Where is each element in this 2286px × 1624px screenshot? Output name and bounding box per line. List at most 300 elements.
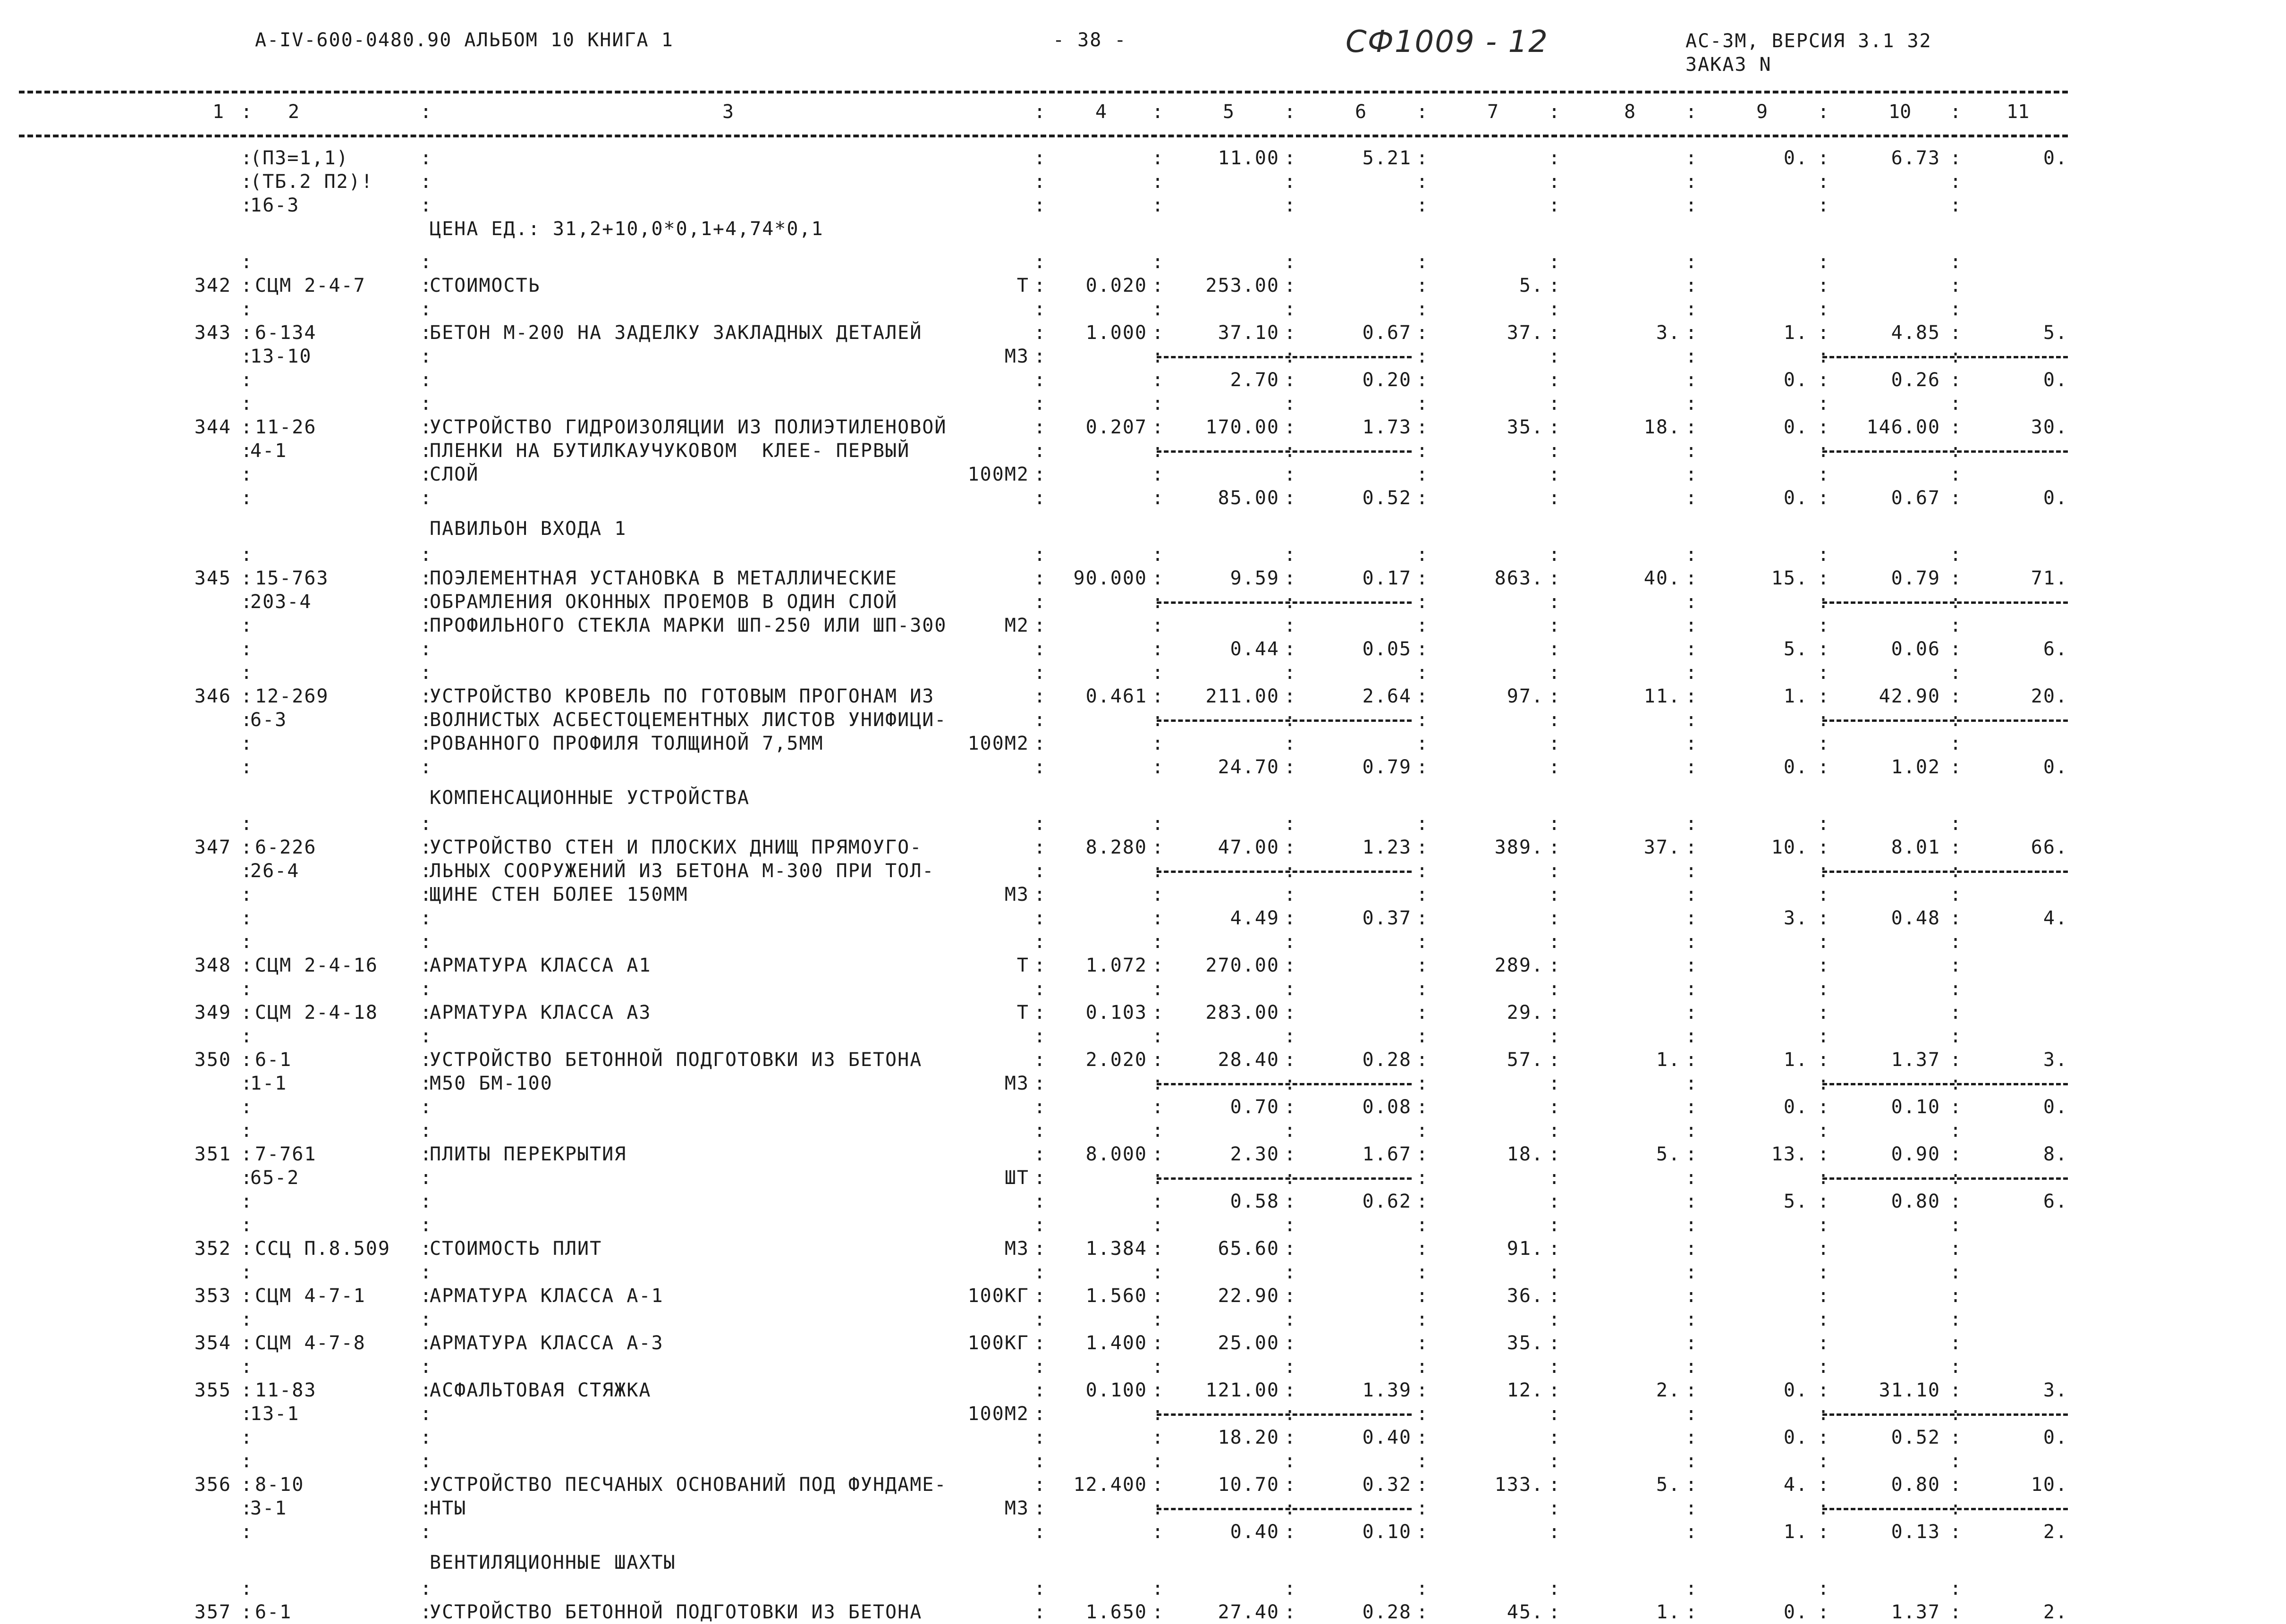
column-separator: : [1034,369,1047,391]
column-separator: : [1034,1096,1047,1118]
column-separator: : [1549,464,1561,485]
cell-labour: 4. [1783,1474,1808,1496]
column-separator: : [1416,171,1429,193]
column-separator: : [420,346,433,367]
column-number: 8 [1624,101,1636,123]
item-description: БЕТОН М-200 НА ЗАДЕЛКУ ЗАКЛАДНЫХ ДЕТАЛЕЙ [430,322,923,344]
column-separator: : [1152,931,1165,953]
column-separator: : [1818,346,1830,367]
item-quantity: 8.280 [1085,837,1147,858]
cell-labour: 0. [1783,416,1808,438]
item-unit: М3 [1004,1497,1029,1519]
estimate-item-continuation [19,732,2068,755]
column-separator: : [1034,1309,1047,1330]
estimate-item-row [19,836,2068,859]
column-separator: : [1416,1096,1429,1118]
column-separator: : [420,978,433,1000]
item-number: 342 [194,275,231,296]
item-unit: 100КГ [967,1332,1029,1354]
column-separator: : [1284,416,1297,438]
column-separator: : [1034,1285,1047,1307]
column-separator: : [1685,147,1698,169]
column-separator: : [241,955,254,976]
column-separator: : [1549,1214,1561,1236]
column-separator: : [1152,638,1165,660]
column-separator: : [420,638,433,660]
column-separator: : [1685,1049,1698,1071]
column-separator: : [1152,369,1165,391]
column-separator: : [1685,1002,1698,1023]
column-separator: : [1034,1238,1047,1260]
column-separator: : [1034,685,1047,707]
item-number: 355 [194,1379,231,1401]
column-separator: : [420,1073,433,1094]
cell-wage: 0.52 [1362,487,1412,509]
column-separator: : [1950,487,1963,509]
cell-cost-wage: 1. [1656,1049,1681,1071]
cell-total-wage: 0. [2043,1427,2068,1448]
version-block [1685,29,1932,76]
column-separator: : [1416,1214,1429,1236]
column-separator: : [1416,978,1429,1000]
column-separator: : [1685,860,1698,882]
spacer-row [19,1308,2068,1331]
column-separator: : [1284,884,1297,905]
column-separator: : [1152,1356,1165,1378]
column-separator: : [241,685,254,707]
cell-cost: 29. [1507,1002,1544,1023]
column-separator: : [1034,1120,1047,1142]
item-quantity: 1.560 [1085,1285,1147,1307]
spacer-row [19,1119,2068,1142]
cell-total-wage: 6. [2043,1191,2068,1212]
item-description: УСТРОЙСТВО ГИДРОИЗОЛЯЦИИ ИЗ ПОЛИЭТИЛЕНОВОЙ [430,416,947,438]
column-separator: : [1034,1403,1047,1425]
cell-total-wage: 8. [2043,1143,2068,1165]
cell-code: (ТБ.2 П2)! [250,171,373,193]
column-separator: : [1818,1578,1830,1599]
column-separator: : [1152,1261,1165,1283]
column-separator: : [1950,733,1963,754]
item-number: 350 [194,1049,231,1071]
column-separator: : [1685,685,1698,707]
column-separator: : [420,1238,433,1260]
cell-labour: 15. [1771,567,1808,589]
column-separator: : [1034,615,1047,636]
column-separator: : [420,1120,433,1142]
column-number: 2 [288,101,300,123]
column-separator: : [1034,591,1047,613]
column-separator: : [1818,322,1830,344]
column-separator: : [420,1332,433,1354]
column-separator: : [1034,1143,1047,1165]
column-separator: : [1152,322,1165,344]
column-separator: : [1416,1261,1429,1283]
column-separator: : [1284,756,1297,778]
cell-cost: 97. [1507,685,1544,707]
column-separator: : [241,322,254,344]
column-separator: : [1685,978,1698,1000]
estimate-item-subrow [19,906,2068,930]
column-separator: : [1950,837,1963,858]
column-separator: : [1152,464,1165,485]
column-separator: : [1284,860,1297,882]
column-separator: : [420,322,433,344]
column-separator: : [1818,1521,1830,1543]
item-number: 356 [194,1474,231,1496]
column-separator: : [1034,756,1047,778]
column-separator: : [1416,544,1429,566]
column-separator: : [1549,756,1561,778]
item-description: АРМАТУРА КЛАССА А-3 [430,1332,664,1354]
estimate-item-row [19,321,2068,345]
order-line: ЗАКАЗ N [1685,54,1772,76]
column-separator: : [1416,1025,1429,1047]
column-separator: : [420,393,433,414]
column-separator: : [1284,322,1297,344]
column-separator: : [1152,275,1165,296]
estimate-item-continuation [19,590,2068,614]
column-number-row [19,101,2068,129]
column-separator: : [1685,1332,1698,1354]
item-description: СТОИМОСТЬ [430,275,541,296]
column-separator: : [1152,298,1165,320]
column-separator: : [1034,860,1047,882]
column-separator: : [1284,709,1297,731]
column-separator: : [1685,756,1698,778]
column-separator: : [1152,1214,1165,1236]
cell-cost: 133. [1494,1474,1544,1496]
column-separator: : [420,416,433,438]
column-separator: : [1549,298,1561,320]
item-number: 349 [194,1002,231,1023]
cell-labour: 5. [1783,1191,1808,1212]
header-rule [19,135,2068,137]
column-separator: : [420,1427,433,1448]
column-separator: : [1685,1309,1698,1330]
column-separator: : [1284,955,1297,976]
item-unit: 100КГ [967,1285,1029,1307]
estimate-item-continuation [19,345,2068,368]
item-description: УСТРОЙСТВО СТЕН И ПЛОСКИХ ДНИЩ ПРЯМОУГО- [430,837,923,858]
estimate-item-row [19,685,2068,708]
column-separator: : [1818,709,1830,731]
column-separator: : [1284,1427,1297,1448]
cell-labour: 0. [1783,1601,1808,1623]
item-quantity: 0.100 [1085,1379,1147,1401]
cell-cost: 289. [1494,955,1544,976]
column-separator: : [1685,1167,1698,1189]
column-separator: : [1284,464,1297,485]
column-separator: : [241,567,254,589]
column-separator: : [1685,1073,1698,1094]
column-separator: : [1152,591,1165,613]
column-separator: : [241,544,254,566]
cell-wage: 0.79 [1362,756,1412,778]
column-separator: : [420,1167,433,1189]
cell-labour: 0. [1783,756,1808,778]
column-separator: : [241,1096,254,1118]
item-quantity: 8.000 [1085,1143,1147,1165]
column-separator: : [420,567,433,589]
column-separator: : [1284,1096,1297,1118]
column-separator: : [420,1261,433,1283]
column-separator: : [1284,1578,1297,1599]
column-separator: : [1284,1601,1297,1623]
column-separator: : [241,931,254,953]
column-separator: : [1284,1497,1297,1519]
cell-wage: 0.37 [1362,907,1412,929]
item-quantity: 1.400 [1085,1332,1147,1354]
subtotal-divider [1157,1177,1412,1180]
cell-cost: 18. [1507,1143,1544,1165]
column-separator: : [1416,837,1429,858]
column-separator: : [1416,1002,1429,1023]
estimate-item-subrow [19,368,2068,392]
column-separator: : [241,1450,254,1472]
cell-wage: 0.28 [1362,1601,1412,1623]
continuation-row [19,146,2068,170]
column-separator: : [1284,837,1297,858]
column-separator: : [1034,638,1047,660]
column-separator: : [1416,1356,1429,1378]
cell-machine: 42.90 [1879,685,1940,707]
column-separator: : [1549,487,1561,509]
item-number: 357 [194,1601,231,1623]
item-code: 6-134 [255,322,317,344]
column-separator: : [1950,813,1963,835]
column-separator: : [241,101,253,123]
column-separator: : [1284,907,1297,929]
column-separator: : [1152,1191,1165,1212]
item-description: УСТРОЙСТВО БЕТОННОЙ ПОДГОТОВКИ ИЗ БЕТОНА [430,1601,923,1623]
column-separator: : [1549,1332,1561,1354]
cell-total-wage: 2. [2043,1601,2068,1623]
cell-price: 27.40 [1218,1601,1279,1623]
column-separator: : [1549,1474,1561,1496]
column-separator: : [1549,1379,1561,1401]
column-separator: : [1818,931,1830,953]
column-separator: : [241,662,254,684]
cell-cost: 35. [1507,416,1544,438]
column-separator: : [1416,346,1429,367]
column-separator: : [1549,1356,1561,1378]
section-title-row [19,1551,2068,1574]
item-description: ЩИНЕ СТЕН БОЛЕЕ 150ММ [430,884,688,905]
column-separator: : [1284,393,1297,414]
column-separator: : [1685,464,1698,485]
cell-cost-wage: 11. [1643,685,1681,707]
column-separator: : [1950,1578,1963,1599]
column-separator: : [241,393,254,414]
column-separator: : [420,1191,433,1212]
column-separator: : [1034,837,1047,858]
column-separator: : [1818,1167,1830,1189]
cell-price: 0.70 [1230,1096,1279,1118]
column-separator: : [241,1403,254,1425]
cell-code: 16-3 [250,195,300,216]
cell-wage: 0.62 [1362,1191,1412,1212]
item-quantity: 0.207 [1085,416,1147,438]
cell-price: 283.00 [1205,1002,1279,1023]
column-separator: : [1284,1261,1297,1283]
column-separator: : [420,369,433,391]
estimate-item-continuation [19,439,2068,463]
cell-labour: 0. [1783,487,1808,509]
item-quantity: 12.400 [1073,1474,1147,1496]
column-separator: : [1152,544,1165,566]
column-separator: : [1685,416,1698,438]
cell-labour: 0. [1783,147,1808,169]
column-separator: : [1416,1578,1429,1599]
column-separator: : [1034,464,1047,485]
column-separator: : [241,860,254,882]
top-rule [19,91,2068,93]
column-separator: : [1685,837,1698,858]
column-separator: : [1950,1191,1963,1212]
column-separator: : [1950,955,1963,976]
subtotal-divider [1157,871,1412,873]
item-number: 345 [194,567,231,589]
column-separator: : [241,1214,254,1236]
item-code: 15-763 [255,567,329,589]
column-separator: : [1034,1025,1047,1047]
item-description: АРМАТУРА КЛАССА А1 [430,955,652,976]
column-separator: : [1152,1120,1165,1142]
column-separator: : [241,1049,254,1071]
column-separator: : [420,907,433,929]
column-separator: : [420,251,433,273]
column-separator: : [1549,638,1561,660]
column-separator: : [1685,1191,1698,1212]
column-separator: : [1685,1261,1698,1283]
subtotal-divider [1822,450,2068,453]
column-number: 9 [1756,101,1768,123]
cell-labour: 0. [1783,1427,1808,1448]
column-separator: : [420,685,433,707]
column-separator: : [1416,147,1429,169]
item-quantity: 1.072 [1085,955,1147,976]
column-separator: : [420,1309,433,1330]
column-separator: : [241,1332,254,1354]
cell-machine: 0.80 [1891,1474,1940,1496]
column-separator: : [1034,487,1047,509]
column-separator: : [1152,1073,1165,1094]
column-separator: : [1818,1427,1830,1448]
estimate-item-row [19,567,2068,590]
section-title: ВЕНТИЛЯЦИОННЫЕ ШАХТЫ [430,1552,676,1573]
estimate-item-row [19,1048,2068,1072]
column-separator: : [1950,1238,1963,1260]
cell-cost: 36. [1507,1285,1544,1307]
column-separator: : [1950,1309,1963,1330]
column-separator: : [1416,1238,1429,1260]
cell-labour: 0. [1783,1096,1808,1118]
column-separator: : [1034,931,1047,953]
subtotal-divider [1822,356,2068,358]
column-separator: : [1416,591,1429,613]
item-code-ref: 26-4 [250,860,300,882]
column-separator: : [1549,1497,1561,1519]
column-separator: : [1152,1143,1165,1165]
item-unit: М3 [1004,1073,1029,1094]
column-separator: : [1950,393,1963,414]
column-separator: : [241,837,254,858]
cell-price: 211.00 [1205,685,1279,707]
column-separator: : [1950,346,1963,367]
column-separator: : [1950,147,1963,169]
item-code: СЦМ 4-7-1 [255,1285,366,1307]
column-separator: : [420,1096,433,1118]
column-separator: : [1685,487,1698,509]
column-separator: : [1549,567,1561,589]
cell-wage: 1.73 [1362,416,1412,438]
column-separator: : [1284,346,1297,367]
version-line: АС-3М, ВЕРСИЯ 3.1 32 [1685,30,1932,52]
column-separator: : [1818,1002,1830,1023]
estimate-item-continuation [19,1497,2068,1520]
column-separator: : [1950,101,1962,123]
column-separator: : [1152,1403,1165,1425]
cell-wage: 1.67 [1362,1143,1412,1165]
column-separator: : [1416,251,1429,273]
estimate-item-row [19,1284,2068,1308]
item-quantity: 0.461 [1085,685,1147,707]
column-separator: : [1284,1214,1297,1236]
column-separator: : [1284,1309,1297,1330]
column-separator: : [1416,1073,1429,1094]
cell-labour: 13. [1771,1143,1808,1165]
column-separator: : [1284,1285,1297,1307]
column-separator: : [1152,1427,1165,1448]
column-separator: : [420,662,433,684]
column-separator: : [1818,298,1830,320]
column-separator: : [1950,1379,1963,1401]
cell-machine: 146.00 [1866,416,1940,438]
cell-total-wage: 10. [2031,1474,2068,1496]
cell-price: 170.00 [1205,416,1279,438]
column-separator: : [1549,860,1561,882]
column-separator: : [1685,813,1698,835]
cell-labour: 0. [1783,1379,1808,1401]
column-number: 10 [1888,101,1912,123]
column-separator: : [1549,416,1561,438]
column-separator: : [1034,1578,1047,1599]
column-separator: : [241,275,254,296]
column-separator: : [1152,1285,1165,1307]
subtotal-divider [1157,1413,1412,1416]
column-separator: : [420,1379,433,1401]
item-code: СЦМ 2-4-18 [255,1002,378,1023]
column-separator: : [1685,1450,1698,1472]
column-separator: : [1152,907,1165,929]
column-separator: : [1152,978,1165,1000]
cell-cost-wage: 40. [1643,567,1681,589]
column-separator: : [1818,591,1830,613]
column-separator: : [1818,101,1829,123]
cell-total-wage: 0. [2043,756,2068,778]
column-separator: : [1416,615,1429,636]
column-separator: : [1950,591,1963,613]
item-description: АРМАТУРА КЛАССА А3 [430,1002,652,1023]
item-number: 354 [194,1332,231,1354]
column-separator: : [1818,756,1830,778]
cell-wage: 5.21 [1362,147,1412,169]
column-separator: : [1034,171,1047,193]
column-separator: : [241,440,254,462]
column-separator: : [1818,978,1830,1000]
column-separator: : [1818,1497,1830,1519]
